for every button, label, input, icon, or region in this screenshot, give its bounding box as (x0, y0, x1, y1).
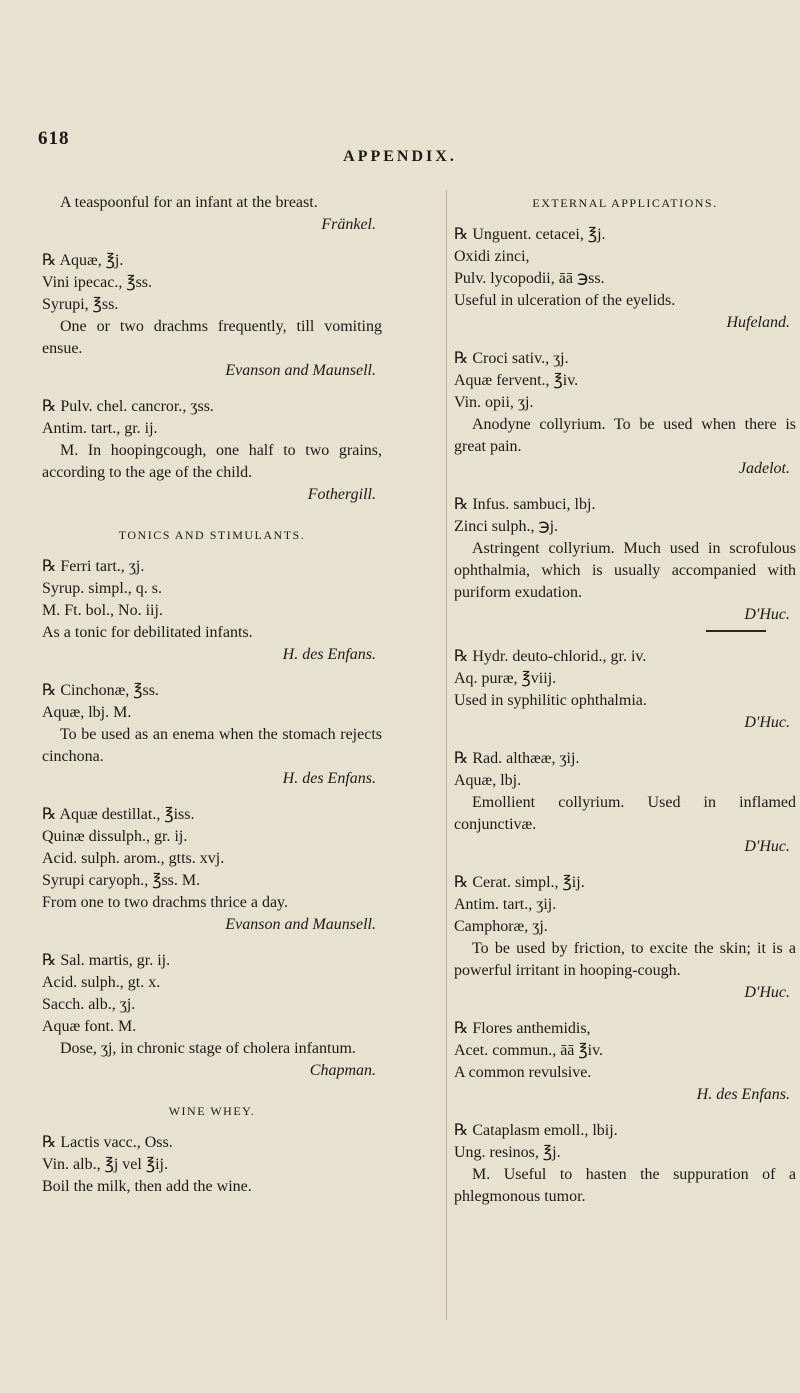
column-divider (446, 190, 447, 1320)
direction: A teaspoonful for an infant at the breast. (60, 194, 318, 211)
direction: A common revulsive. (454, 1064, 592, 1081)
author: Jadelot. (738, 460, 790, 477)
ingredient: Acet. commun., āā ℥iv. (454, 1042, 604, 1059)
prescription (454, 494, 796, 632)
author: D'Huc. (744, 606, 790, 623)
ingredient: Vin. opii, ʒj. (454, 394, 534, 411)
ingredient: Antim. tart., ʒij. (454, 896, 557, 913)
ingredient: ℞ Croci sativ., ʒj. (454, 350, 569, 367)
ingredient: Aquæ, lbj. (454, 772, 522, 789)
ingredient: Syrupi, ℥ss. (42, 296, 119, 313)
prescription (454, 224, 796, 334)
ingredient: Antim. tart., gr. ij. (42, 420, 158, 437)
author: Fothergill. (307, 486, 376, 503)
ingredient: Aquæ fervent., ℥iv. (454, 372, 579, 389)
ingredient: ℞ Cerat. simpl., ℥ij. (454, 874, 585, 891)
author: H. des Enfans. (282, 646, 376, 663)
direction: To be used by friction, to excite the skin; it is a powerful irritant in hooping-cough. (454, 940, 796, 979)
ingredient: Aquæ, lbj. M. (42, 704, 132, 721)
prescription (454, 348, 796, 480)
author: Evanson and Maunsell. (225, 362, 376, 379)
prescription (454, 1120, 796, 1208)
ingredient: ℞ Ferri tart., ʒj. (42, 558, 145, 575)
ingredient: Zinci sulph., ℈j. (454, 518, 559, 535)
author: D'Huc. (744, 984, 790, 1001)
running-head: APPENDIX. (343, 148, 457, 165)
author: Hufeland. (726, 314, 790, 331)
ingredient: Aquæ font. M. (42, 1018, 137, 1035)
section-heading: TONICS AND STIMULANTS. (118, 528, 306, 542)
ingredient: ℞ Flores anthemidis, (454, 1020, 591, 1037)
author: H. des Enfans. (282, 770, 376, 787)
ingredient: ℞ Aquæ destillat., ℥iss. (42, 806, 195, 823)
ingredient: Pulv. lycopodii, āā ℈ss. (454, 270, 605, 287)
prescription (454, 1018, 796, 1106)
prescription (454, 872, 796, 1004)
author: Fränkel. (321, 216, 376, 233)
ingredient: ℞ Hydr. deuto-chlorid., gr. iv. (454, 648, 647, 665)
ingredient: ℞ Cinchonæ, ℥ss. (42, 682, 159, 699)
ingredient: ℞ Aquæ, ℥j. (42, 252, 124, 269)
ingredient: Quinæ dissulph., gr. ij. (42, 828, 188, 845)
rule-line (706, 630, 766, 632)
ingredient: Syrup. simpl., q. s. (42, 580, 163, 597)
ingredient: Vini ipecac., ℥ss. (42, 274, 153, 291)
prescription (42, 192, 382, 236)
ingredient: ℞ Sal. martis, gr. ij. (42, 952, 171, 969)
direction: One or two drachms frequently, till vomiting ensue. (42, 318, 382, 357)
author: H. des Enfans. (696, 1086, 790, 1103)
direction: Boil the milk, then add the wine. (42, 1178, 252, 1195)
direction: Anodyne collyrium. To be used when there is great pain. (454, 416, 796, 455)
page-number: 618 (38, 128, 70, 149)
direction: Dose, ʒj, in chronic stage of cholera infantum. (60, 1040, 356, 1057)
ingredient: Camphoræ, ʒj. (454, 918, 548, 935)
ingredient: Acid. sulph., gt. x. (42, 974, 161, 991)
direction: Emollient collyrium. Used in inflamed conjunctivæ. (454, 794, 796, 833)
author: Evanson and Maunsell. (225, 916, 376, 933)
direction: M. Ft. bol., No. iij. (42, 602, 163, 619)
prescription (42, 804, 382, 936)
ingredient: ℞ Unguent. cetacei, ℥j. (454, 226, 606, 243)
direction: Astringent collyrium. Much used in scrofulous ophthalmia, which is usually accompanied with puriform exudation. (454, 540, 796, 601)
prescription (42, 250, 382, 382)
prescription (42, 680, 382, 790)
prescription (42, 950, 382, 1082)
ingredient: Aq. puræ, ℥viij. (454, 670, 557, 687)
prescription (42, 396, 382, 506)
ingredient: Oxidi zinci, (454, 248, 530, 265)
right-column (454, 192, 796, 1222)
section-heading: EXTERNAL APPLICATIONS. (532, 196, 718, 210)
prescription (454, 646, 796, 734)
section-heading: WINE WHEY. (168, 1104, 256, 1118)
direction: As a tonic for debilitated infants. (42, 624, 253, 641)
ingredient: Vin. alb., ℥j vel ℥ij. (42, 1156, 168, 1173)
direction: M. In hoopingcough, one half to two grains, according to the age of the child. (42, 442, 382, 481)
prescription (42, 556, 382, 666)
direction: From one to two drachms thrice a day. (42, 894, 289, 911)
ingredient: Sacch. alb., ʒj. (42, 996, 136, 1013)
ingredient: ℞ Cataplasm emoll., lbij. (454, 1122, 618, 1139)
direction: To be used as an enema when the stomach rejects cinchona. (42, 726, 382, 765)
prescription (42, 1132, 382, 1198)
author: D'Huc. (744, 714, 790, 731)
author: D'Huc. (744, 838, 790, 855)
ingredient: ℞ Lactis vacc., Oss. (42, 1134, 173, 1151)
left-column (42, 192, 382, 1212)
author: Chapman. (309, 1062, 376, 1079)
prescription (454, 748, 796, 858)
ingredient: ℞ Infus. sambuci, lbj. (454, 496, 596, 513)
ingredient: ℞ Rad. althææ, ʒij. (454, 750, 580, 767)
ingredient: Acid. sulph. arom., gtts. xvj. (42, 850, 225, 867)
direction: Useful in ulceration of the eyelids. (454, 292, 676, 309)
direction: M. Useful to hasten the suppuration of a phlegmonous tumor. (454, 1166, 796, 1205)
ingredient: Ung. resinos, ℥j. (454, 1144, 561, 1161)
direction: Used in syphilitic ophthalmia. (454, 692, 647, 709)
ingredient: Syrupi caryoph., ℥ss. M. (42, 872, 201, 889)
ingredient: ℞ Pulv. chel. cancror., ʒss. (42, 398, 214, 415)
